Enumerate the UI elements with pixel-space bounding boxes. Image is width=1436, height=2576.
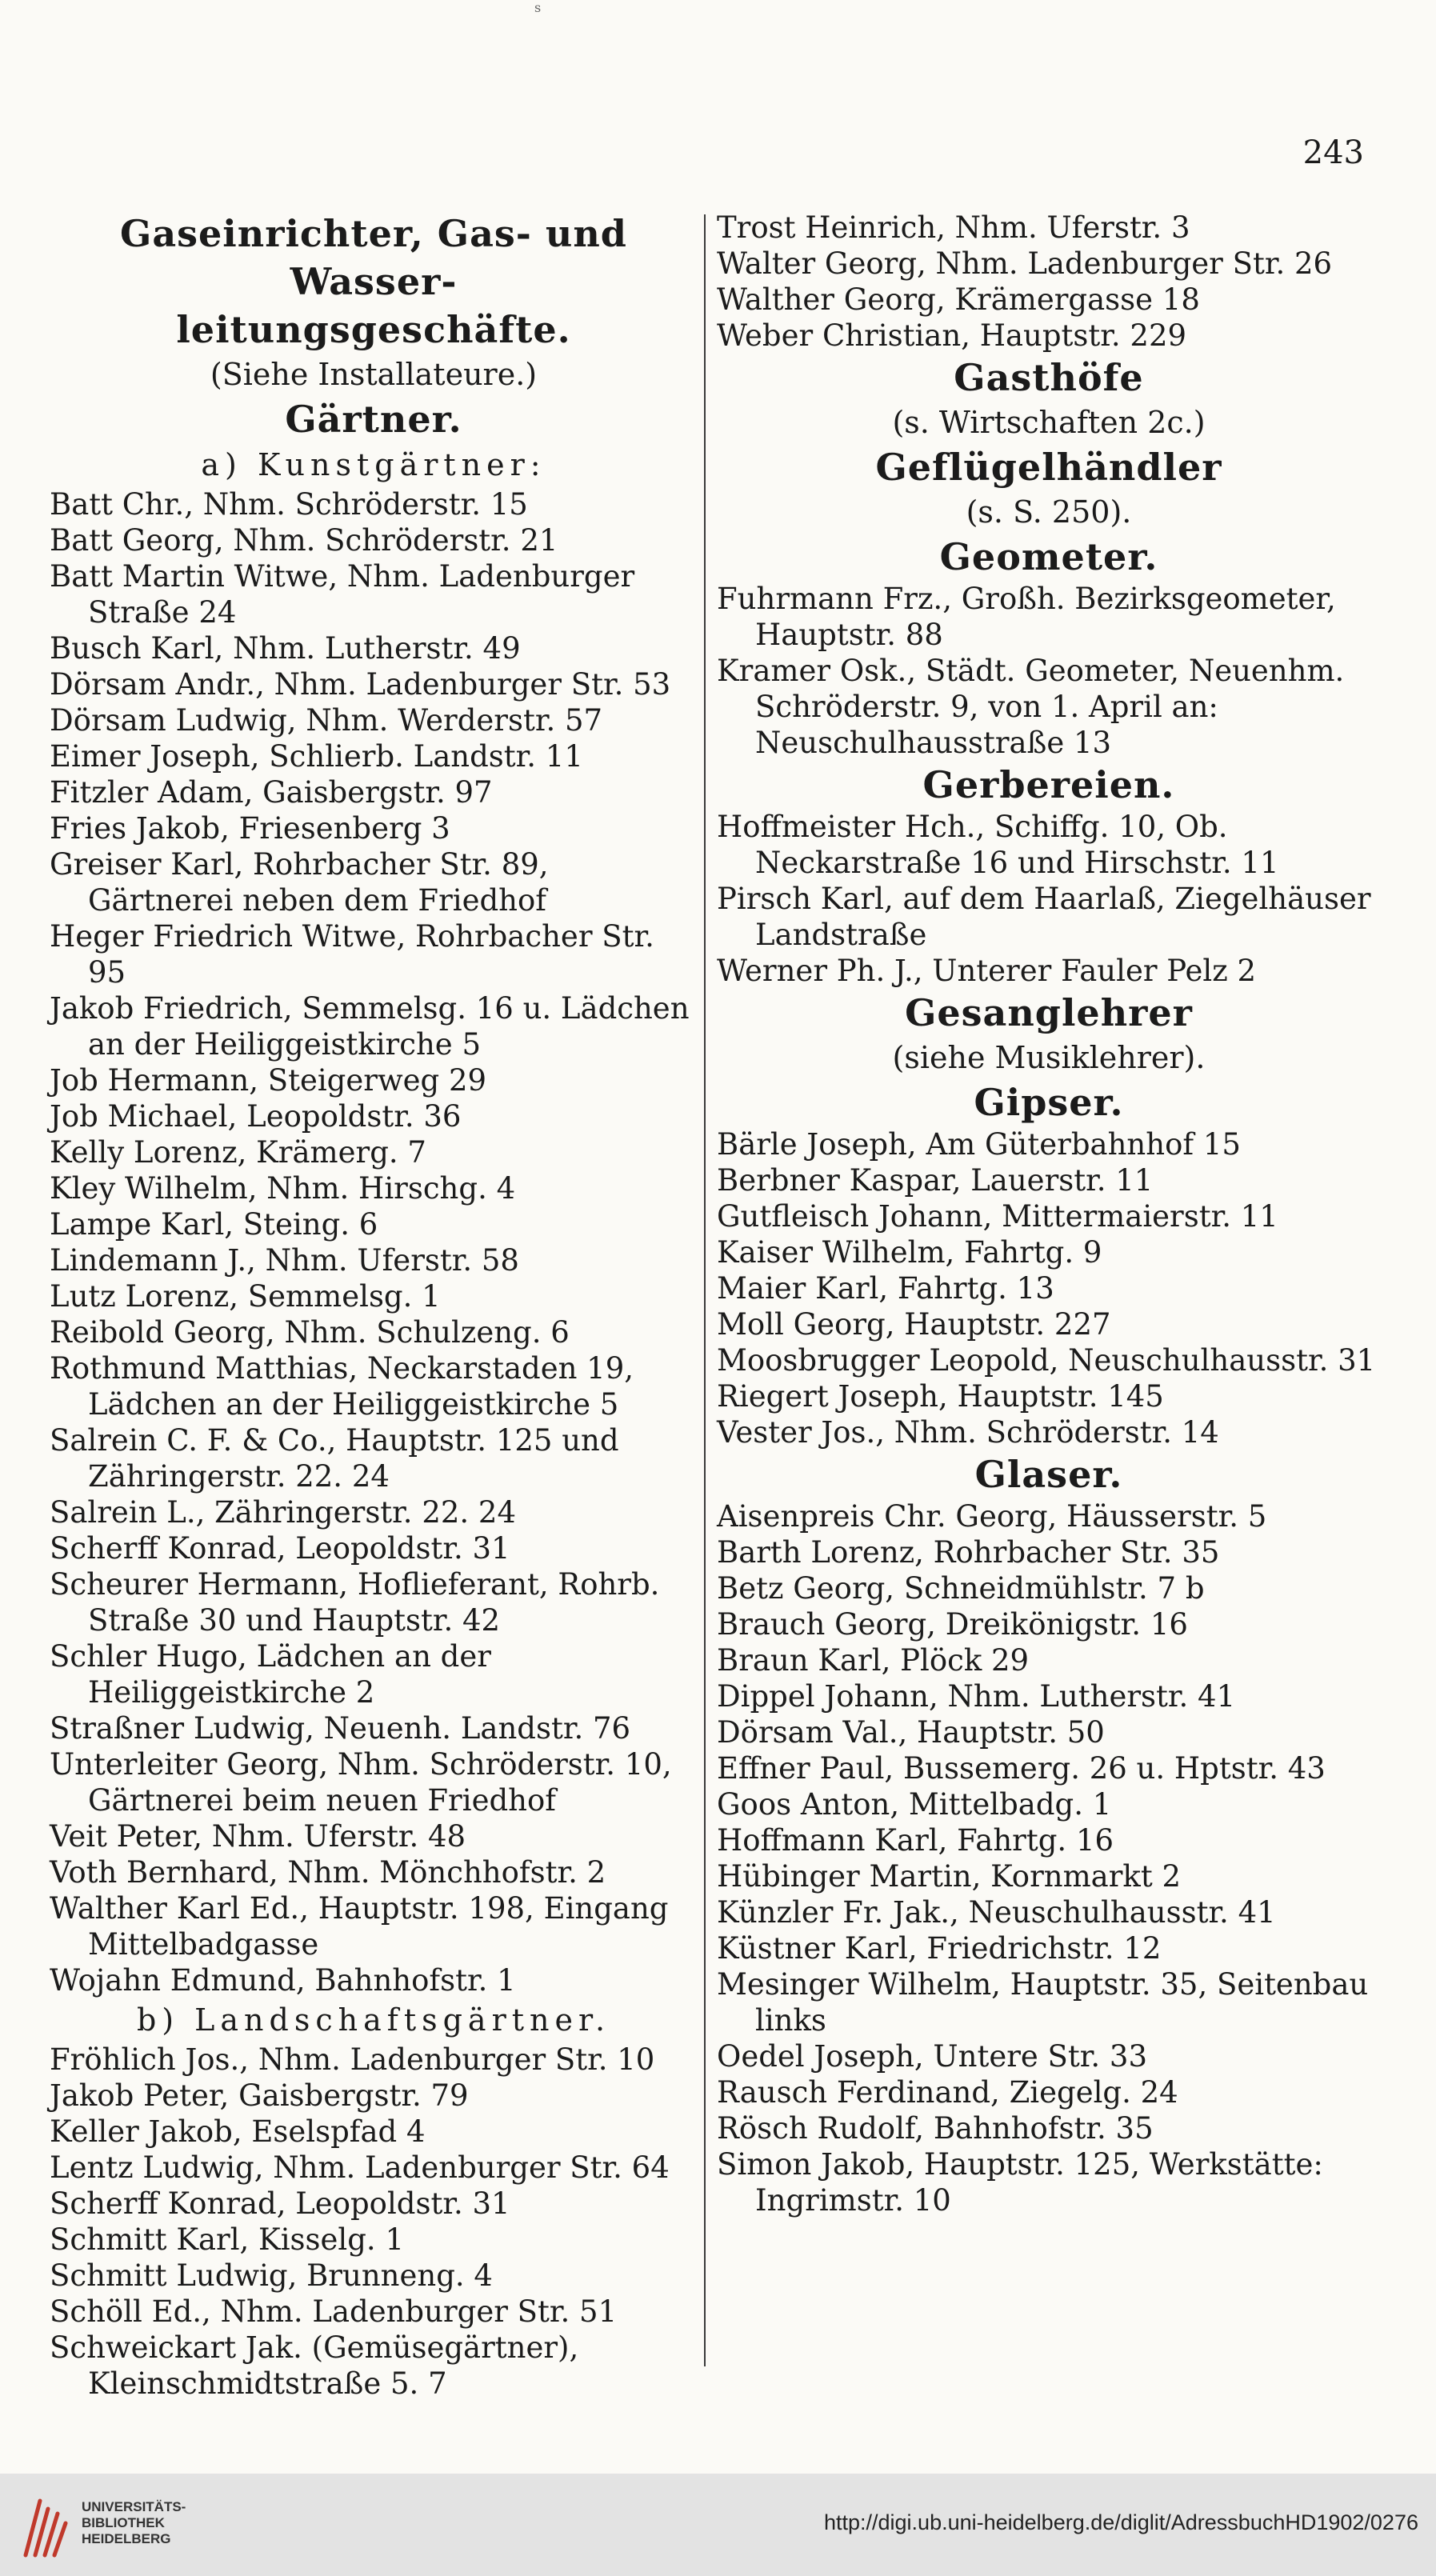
directory-entry: Fitzler Adam, Gaisbergstr. 97 [50,775,493,810]
directory-entry: Batt Chr., Nhm. Schröderstr. 15 [50,487,528,522]
directory-entry: Voth Bernhard, Nhm. Mönchhofstr. 2 [50,1855,606,1890]
directory-entry: Barth Lorenz, Rohrbacher Str. 35 [717,1535,1220,1570]
logo-line: BIBLIOTHEK [82,2515,165,2530]
directory-entry: Kaiser Wilhelm, Fahrtg. 9 [717,1235,1102,1270]
directory-entry: Kley Wilhelm, Nhm. Hirschg. 4 [50,1171,516,1206]
directory-entry: Kramer Osk., Städt. Geometer, Neuenhm. Schröderstr. 9, von 1. April an: Neuschulhausstraße 13 [717,654,1345,760]
directory-entry: Bärle Joseph, Am Güterbahnhof 15 [717,1127,1241,1162]
directory-entry: Schler Hugo, Lädchen an der Heiliggeistkirche 2 [50,1639,491,1710]
footer-bar [0,2474,1436,2576]
subsection-heading: a) Kunstgärtner: [201,447,546,482]
section-heading: Gesanglehrer [905,991,1193,1034]
directory-entry: Jakob Peter, Gaisbergstr. 79 [50,2078,469,2113]
directory-entry: Vester Jos., Nhm. Schröderstr. 14 [717,1415,1219,1450]
directory-entry: Werner Ph. J., Unterer Fauler Pelz 2 [717,954,1257,988]
directory-entry: Aisenpreis Chr. Georg, Häusserstr. 5 [717,1499,1267,1534]
directory-entry: Schmitt Ludwig, Brunneng. 4 [50,2258,493,2293]
logo-line: UNIVERSITÄTS- [82,2499,186,2514]
left-column [50,210,698,2402]
directory-entry: Salrein C. F. & Co., Hauptstr. 125 und Zähringerstr. 22. 24 [50,1423,619,1494]
directory-entry: Betz Georg, Schneidmühlstr. 7 b [717,1571,1205,1606]
university-library-logo-icon [16,2491,74,2562]
directory-entry: Oedel Joseph, Untere Str. 33 [717,2039,1147,2074]
right-column [717,210,1381,2218]
directory-entry: Künzler Fr. Jak., Neuschulhausstr. 41 [717,1895,1276,1930]
directory-entry: Batt Georg, Nhm. Schröderstr. 21 [50,523,558,558]
directory-entry: Walther Georg, Krämergasse 18 [717,282,1200,317]
directory-entry: Rothmund Matthias, Neckarstaden 19, Lädchen an der Heiliggeistkirche 5 [50,1351,634,1422]
section-note: (siehe Musiklehrer). [892,1040,1206,1075]
directory-entry: Maier Karl, Fahrtg. 13 [717,1271,1054,1306]
directory-entry: Braun Karl, Plöck 29 [717,1643,1030,1678]
directory-entry: Dörsam Andr., Nhm. Ladenburger Str. 53 [50,667,671,702]
directory-entry: Hoffmeister Hch., Schiffg. 10, Ob. Neckarstraße 16 und Hirschstr. 11 [717,810,1279,880]
directory-entry: Job Hermann, Steigerweg 29 [50,1063,487,1098]
directory-entry: Veit Peter, Nhm. Uferstr. 48 [50,1819,466,1854]
section-note: (Siehe Installateure.) [210,357,538,392]
directory-entry: Lindemann J., Nhm. Uferstr. 58 [50,1243,519,1278]
directory-entry: Dörsam Ludwig, Nhm. Werderstr. 57 [50,703,603,738]
directory-entry: Busch Karl, Nhm. Lutherstr. 49 [50,631,521,666]
directory-entry: Keller Jakob, Eselspfad 4 [50,2114,426,2149]
directory-entry: Effner Paul, Bussemerg. 26 u. Hptstr. 43 [717,1751,1326,1786]
directory-entry: Reibold Georg, Nhm. Schulzeng. 6 [50,1315,570,1350]
directory-entry: Hübinger Martin, Kornmarkt 2 [717,1859,1182,1894]
directory-entry: Jakob Friedrich, Semmelsg. 16 u. Lädchen an der Heiliggeistkirche 5 [50,991,690,1062]
source-url-link[interactable]: http://digi.ub.uni-heidelberg.de/diglit/AdressbuchHD1902/0276 [823,2510,1418,2534]
directory-entry: Rausch Ferdinand, Ziegelg. 24 [717,2075,1178,2110]
directory-entry: Straßner Ludwig, Neuenh. Landstr. 76 [50,1711,631,1746]
directory-entry: Scherff Konrad, Leopoldstr. 31 [50,1531,510,1566]
directory-entry: Salrein L., Zähringerstr. 22. 24 [50,1495,517,1530]
directory-entry: Kelly Lorenz, Krämerg. 7 [50,1135,426,1170]
section-note: (s. S. 250). [966,494,1132,530]
directory-entry: Simon Jakob, Hauptstr. 125, Werkstätte: Ingrimstr. 10 [717,2147,1323,2218]
section-heading: Gerbereien. [922,763,1175,806]
directory-entry: Riegert Joseph, Hauptstr. 145 [717,1379,1164,1414]
directory-entry: Wojahn Edmund, Bahnhofstr. 1 [50,1963,516,1998]
top-mark: s [534,0,542,15]
directory-entry: Rösch Rudolf, Bahnhofstr. 35 [717,2111,1154,2146]
directory-entry: Scherff Konrad, Leopoldstr. 31 [50,2186,510,2221]
directory-entry: Trost Heinrich, Nhm. Uferstr. 3 [717,210,1190,245]
section-heading: Geometer. [939,535,1158,578]
directory-entry: Scheurer Hermann, Hoflieferant, Rohrb. Straße 30 und Hauptstr. 42 [50,1567,660,1638]
directory-entry: Goos Anton, Mittelbadg. 1 [717,1787,1112,1822]
column-divider [704,214,706,2366]
directory-entry: Dippel Johann, Nhm. Lutherstr. 41 [717,1679,1236,1714]
directory-entry: Eimer Joseph, Schlierb. Landstr. 11 [50,739,583,774]
section-heading: Gärtner. [285,398,462,441]
directory-entry: Gutfleisch Johann, Mittermaierstr. 11 [717,1199,1278,1234]
directory-entry: Berbner Kaspar, Lauerstr. 11 [717,1163,1154,1198]
directory-entry: Batt Martin Witwe, Nhm. Ladenburger Straße 24 [50,559,635,630]
section-heading: Gipser. [974,1081,1124,1124]
directory-entry: Lentz Ludwig, Nhm. Ladenburger Str. 64 [50,2150,670,2185]
directory-entry: Heger Friedrich Witwe, Rohrbacher Str. 95 [50,919,654,990]
subsection-heading: b) Landschaftsgärtner. [136,2002,611,2038]
section-heading: Gasthöfe [954,356,1144,399]
directory-entry: Unterleiter Georg, Nhm. Schröderstr. 10, Gärtnerei beim neuen Friedhof [50,1747,672,1818]
section-heading: Glaser. [974,1453,1123,1496]
directory-entry: Küstner Karl, Friedrichstr. 12 [717,1931,1162,1966]
directory-entry: Moll Georg, Hauptstr. 227 [717,1307,1111,1342]
directory-entry: Dörsam Val., Hauptstr. 50 [717,1715,1105,1750]
directory-entry: Weber Christian, Hauptstr. 229 [717,318,1187,353]
section-heading: Gaseinrichter, Gas- und Wasser- [120,212,627,303]
library-logo-text [82,2499,186,2547]
directory-entry: Job Michael, Leopoldstr. 36 [50,1099,462,1134]
directory-entry: Fries Jakob, Friesenberg 3 [50,811,450,846]
directory-entry: Fröhlich Jos., Nhm. Ladenburger Str. 10 [50,2042,655,2077]
directory-entry: Pirsch Karl, auf dem Haarlaß, Ziegelhäuser Landstraße [717,882,1371,952]
section-heading: Geflügelhändler [875,446,1222,489]
page-number: 243 [1302,134,1364,171]
directory-entry: Mesinger Wilhelm, Hauptstr. 35, Seitenbau links [717,1967,1369,2038]
directory-entry: Walter Georg, Nhm. Ladenburger Str. 26 [717,246,1333,281]
directory-entry: Fuhrmann Frz., Großh. Bezirksgeometer, Hauptstr. 88 [717,582,1336,652]
section-heading: leitungsgeschäfte. [176,308,571,351]
logo-line: HEIDELBERG [82,2531,171,2546]
directory-entry: Schmitt Karl, Kisselg. 1 [50,2222,404,2257]
directory-entry: Greiser Karl, Rohrbacher Str. 89, Gärtnerei neben dem Friedhof [50,847,549,918]
directory-entry: Brauch Georg, Dreikönigstr. 16 [717,1607,1188,1642]
directory-entry: Lampe Karl, Steing. 6 [50,1207,378,1242]
directory-entry: Moosbrugger Leopold, Neuschulhausstr. 31 [717,1343,1376,1378]
directory-entry: Lutz Lorenz, Semmelsg. 1 [50,1279,441,1314]
directory-entry: Schweickart Jak. (Gemüsegärtner), Kleinschmidtstraße 5. 7 [50,2330,579,2401]
section-note: (s. Wirtschaften 2c.) [892,405,1206,440]
directory-entry: Hoffmann Karl, Fahrtg. 16 [717,1823,1114,1858]
directory-entry: Walther Karl Ed., Hauptstr. 198, Eingang Mittelbadgasse [50,1891,669,1962]
directory-entry: Schöll Ed., Nhm. Ladenburger Str. 51 [50,2294,618,2329]
